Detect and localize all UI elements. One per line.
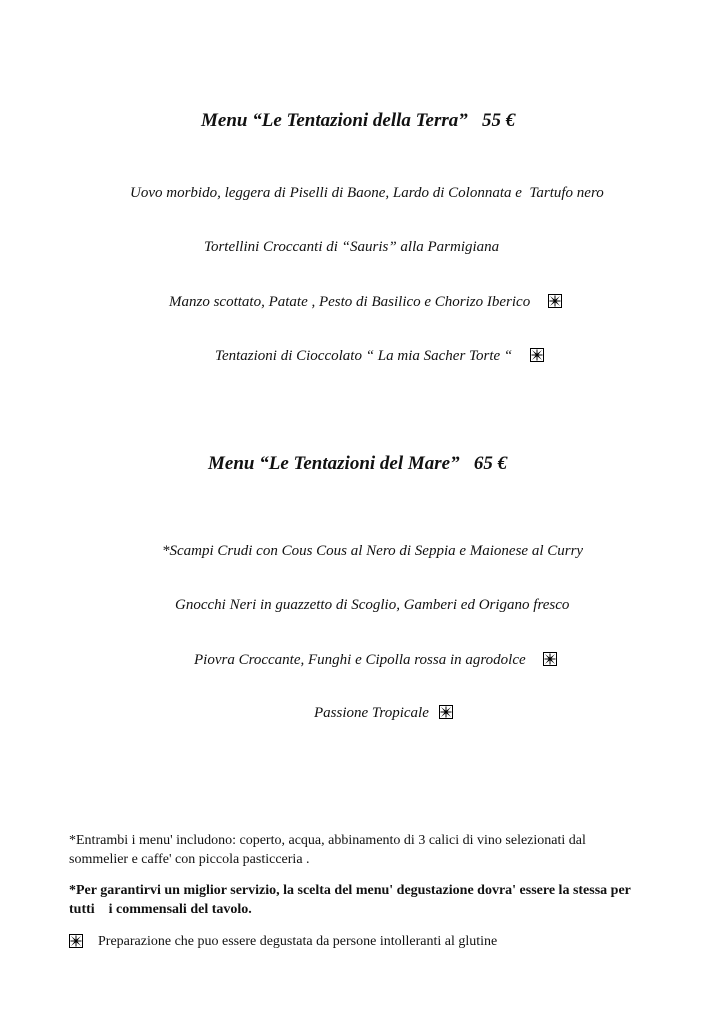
menu-mare-dish-4 bbox=[314, 705, 453, 722]
gluten-free-icon bbox=[439, 705, 453, 719]
menu-terra-dish-4 bbox=[215, 348, 544, 365]
menu-mare-title: Menu “Le Tentazioni del Mare” 65 € bbox=[208, 453, 508, 474]
same-menu-note: *Per garantirvi un miglior servizio, la scelta del menu' degustazione dovra' essere la stessa per tutti i commensali del tavolo. bbox=[69, 883, 635, 917]
menu-terra-title: Menu “Le Tentazioni della Terra” 55 € bbox=[201, 110, 516, 131]
dish-text: Tortellini Croccanti di “Sauris” alla Parmigiana bbox=[204, 239, 500, 255]
dish-text: Manzo scottato, Patate , Pesto di Basilico e Chorizo Iberico bbox=[169, 294, 531, 310]
menu-terra-dish-1 bbox=[130, 185, 604, 202]
gluten-free-legend-text: Preparazione che puo essere degustata da persone intolleranti al glutine bbox=[98, 934, 498, 949]
dish-text: Uovo morbido, leggera di Piselli di Baone, Lardo di Colonnata e Tartufo nero bbox=[130, 185, 604, 201]
gluten-free-legend-icon bbox=[69, 934, 83, 948]
gluten-free-icon bbox=[530, 348, 544, 362]
dish-text: *Scampi Crudi con Cous Cous al Nero di Seppia e Maionese al Curry bbox=[162, 543, 584, 559]
dish-text: Passione Tropicale bbox=[314, 705, 429, 721]
dish-text: Gnocchi Neri in guazzetto di Scoglio, Gamberi ed Origano fresco bbox=[175, 597, 570, 613]
menu-terra-dish-3 bbox=[169, 294, 562, 311]
gluten-free-icon bbox=[543, 652, 557, 666]
dish-text: Piovra Croccante, Funghi e Cipolla rossa in agrodolce bbox=[194, 652, 526, 668]
menu-terra-dish-2 bbox=[204, 239, 499, 256]
included-note: *Entrambi i menu' includono: coperto, acqua, abbinamento di 3 calici di vino selezionati dal sommelier e caffe' con piccola pasticceria . bbox=[69, 833, 586, 867]
gluten-free-icon bbox=[548, 294, 562, 308]
menu-mare-dish-2 bbox=[175, 597, 569, 614]
dish-text: Tentazioni di Cioccolato “ La mia Sacher Torte “ bbox=[215, 348, 513, 364]
menu-mare-dish-3 bbox=[194, 652, 557, 669]
menu-mare-dish-1 bbox=[162, 543, 583, 560]
